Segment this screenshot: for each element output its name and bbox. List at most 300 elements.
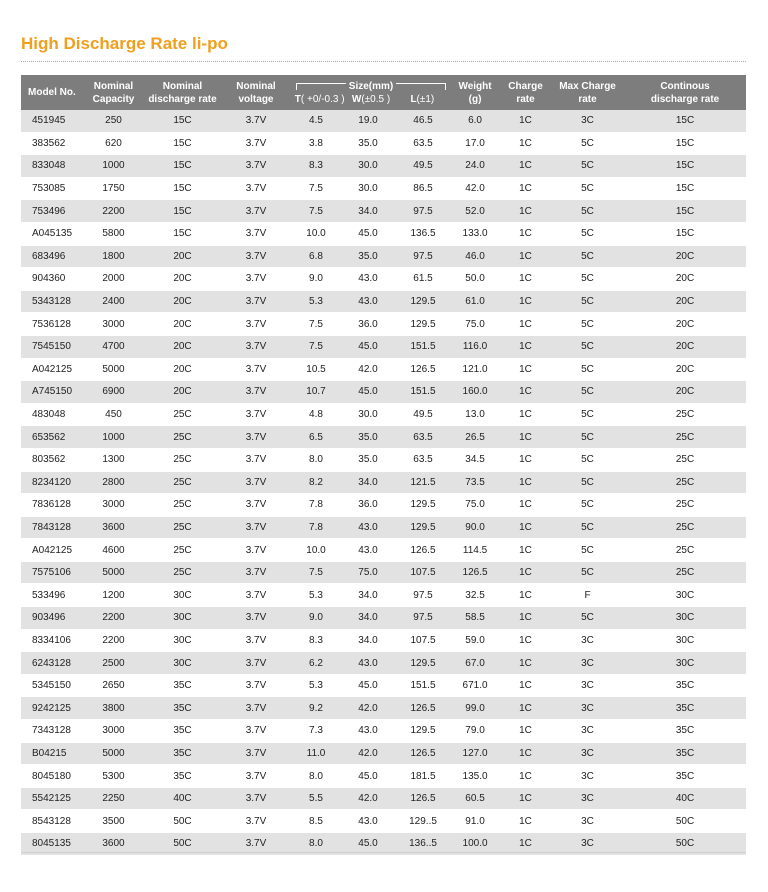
- cell-nominal-capacity: 1000: [82, 426, 145, 449]
- cell-nominal-capacity: 1300: [82, 448, 145, 471]
- table-row: [21, 674, 746, 697]
- cell-charge-rate: 1C: [500, 268, 551, 291]
- cell-weight: 13.0: [450, 403, 500, 426]
- table-row: [21, 268, 746, 291]
- cell-continuous-discharge-rate: 25C: [624, 539, 746, 562]
- cell-nominal-discharge-rate: 30C: [145, 584, 220, 607]
- header-continuous-line2: discharge rate: [650, 93, 720, 105]
- cell-size-t: 8.3: [292, 629, 340, 652]
- cell-charge-rate: 1C: [500, 539, 551, 562]
- cell-charge-rate: 1C: [500, 403, 551, 426]
- cell-max-charge-rate: 5C: [551, 403, 624, 426]
- header-l-tolerance: (±1): [416, 93, 435, 105]
- cell-continuous-discharge-rate: 30C: [624, 652, 746, 675]
- cell-model-no: 753496: [21, 200, 82, 223]
- cell-nominal-discharge-rate: 15C: [145, 222, 220, 245]
- cell-size-w: 75.0: [340, 561, 396, 584]
- cell-nominal-voltage: 3.7V: [220, 381, 292, 404]
- cell-model-no: 833048: [21, 155, 82, 178]
- cell-nominal-capacity: 3000: [82, 494, 145, 517]
- cell-max-charge-rate: 5C: [551, 177, 624, 200]
- cell-nominal-voltage: 3.7V: [220, 403, 292, 426]
- table-row: [21, 584, 746, 607]
- table-row: [21, 448, 746, 471]
- cell-nominal-discharge-rate: 20C: [145, 268, 220, 291]
- cell-size-w: 45.0: [340, 833, 396, 856]
- header-weight-line2: (g): [468, 93, 482, 105]
- cell-max-charge-rate: 5C: [551, 358, 624, 381]
- cell-weight: 24.0: [450, 155, 500, 178]
- cell-nominal-voltage: 3.7V: [220, 222, 292, 245]
- header-nominal-discharge-rate: [145, 75, 220, 110]
- cell-size-w: 42.0: [340, 358, 396, 381]
- cell-size-l: 49.5: [396, 403, 450, 426]
- cell-size-t: 5.3: [292, 584, 340, 607]
- cell-weight: 126.5: [450, 561, 500, 584]
- cell-continuous-discharge-rate: 25C: [624, 403, 746, 426]
- cell-size-l: 151.5: [396, 674, 450, 697]
- cell-size-w: 34.0: [340, 629, 396, 652]
- table-row: [21, 335, 746, 358]
- cell-nominal-discharge-rate: 20C: [145, 335, 220, 358]
- cell-size-t: 7.5: [292, 561, 340, 584]
- cell-weight: 67.0: [450, 652, 500, 675]
- header-size-l: [397, 93, 448, 106]
- cell-nominal-capacity: 2800: [82, 471, 145, 494]
- cell-weight: 6.0: [450, 110, 500, 132]
- cell-max-charge-rate: 5C: [551, 494, 624, 517]
- cell-weight: 133.0: [450, 222, 500, 245]
- cell-size-t: 8.2: [292, 471, 340, 494]
- cell-size-l: 151.5: [396, 381, 450, 404]
- header-max-charge-line2: rate: [578, 93, 597, 105]
- cell-model-no: 683496: [21, 245, 82, 268]
- cell-continuous-discharge-rate: 15C: [624, 132, 746, 155]
- cell-weight: 32.5: [450, 584, 500, 607]
- cell-size-l: 46.5: [396, 110, 450, 132]
- cell-charge-rate: 1C: [500, 177, 551, 200]
- cell-size-l: 129..5: [396, 810, 450, 833]
- cell-nominal-discharge-rate: 15C: [145, 177, 220, 200]
- table-row: [21, 426, 746, 449]
- cell-size-t: 7.5: [292, 177, 340, 200]
- table-row: [21, 765, 746, 788]
- cell-charge-rate: 1C: [500, 584, 551, 607]
- cell-continuous-discharge-rate: 25C: [624, 494, 746, 517]
- cell-max-charge-rate: F: [551, 584, 624, 607]
- cell-nominal-voltage: 3.7V: [220, 155, 292, 178]
- cell-max-charge-rate: 5C: [551, 290, 624, 313]
- cell-nominal-discharge-rate: 50C: [145, 810, 220, 833]
- cell-charge-rate: 1C: [500, 471, 551, 494]
- header-continuous-discharge-rate: [624, 75, 746, 110]
- cell-size-w: 43.0: [340, 720, 396, 743]
- cell-size-t: 7.5: [292, 335, 340, 358]
- header-l-letter: L: [410, 93, 417, 105]
- cell-nominal-capacity: 6900: [82, 381, 145, 404]
- cell-weight: 58.5: [450, 607, 500, 630]
- cell-weight: 100.0: [450, 833, 500, 856]
- cell-charge-rate: 1C: [500, 335, 551, 358]
- cell-size-w: 19.0: [340, 110, 396, 132]
- cell-continuous-discharge-rate: 30C: [624, 629, 746, 652]
- cell-charge-rate: 1C: [500, 720, 551, 743]
- table-row: [21, 222, 746, 245]
- cell-nominal-discharge-rate: 20C: [145, 358, 220, 381]
- cell-weight: 61.0: [450, 290, 500, 313]
- cell-model-no: A042125: [21, 358, 82, 381]
- cell-model-no: 7836128: [21, 494, 82, 517]
- cell-max-charge-rate: 3C: [551, 697, 624, 720]
- cell-nominal-voltage: 3.7V: [220, 177, 292, 200]
- cell-nominal-discharge-rate: 35C: [145, 720, 220, 743]
- cell-nominal-discharge-rate: 25C: [145, 539, 220, 562]
- cell-size-w: 30.0: [340, 155, 396, 178]
- cell-size-t: 7.5: [292, 200, 340, 223]
- header-continuous-line1: Continous: [660, 80, 710, 92]
- cell-size-t: 5.5: [292, 787, 340, 810]
- cell-weight: 91.0: [450, 810, 500, 833]
- cell-size-l: 129.5: [396, 516, 450, 539]
- cell-model-no: 7843128: [21, 516, 82, 539]
- cell-continuous-discharge-rate: 20C: [624, 313, 746, 336]
- cell-charge-rate: 1C: [500, 742, 551, 765]
- cell-size-l: 61.5: [396, 268, 450, 291]
- cell-continuous-discharge-rate: 25C: [624, 426, 746, 449]
- cell-nominal-voltage: 3.7V: [220, 787, 292, 810]
- cell-max-charge-rate: 3C: [551, 110, 624, 132]
- cell-max-charge-rate: 3C: [551, 742, 624, 765]
- cell-max-charge-rate: 5C: [551, 561, 624, 584]
- header-row: [21, 75, 746, 110]
- header-charge-line2: rate: [516, 93, 535, 105]
- table-row: [21, 132, 746, 155]
- cell-size-l: 136..5: [396, 833, 450, 856]
- header-w-tolerance: (±0.5 ): [361, 93, 391, 105]
- cell-size-w: 35.0: [340, 245, 396, 268]
- header-size: Size(mm): [348, 80, 394, 92]
- cell-continuous-discharge-rate: 50C: [624, 833, 746, 856]
- cell-size-w: 35.0: [340, 132, 396, 155]
- header-voltage-line1: Nominal: [236, 80, 276, 92]
- cell-weight: 17.0: [450, 132, 500, 155]
- header-weight-line1: Weight: [458, 80, 492, 92]
- cell-nominal-discharge-rate: 50C: [145, 833, 220, 856]
- header-t-tolerance: ( +0/-0.3 ): [300, 93, 345, 105]
- cell-nominal-capacity: 3800: [82, 697, 145, 720]
- cell-size-t: 7.5: [292, 313, 340, 336]
- cell-size-l: 63.5: [396, 448, 450, 471]
- cell-model-no: 451945: [21, 110, 82, 132]
- table-body: [21, 110, 746, 855]
- cell-nominal-capacity: 3600: [82, 833, 145, 856]
- cell-nominal-voltage: 3.7V: [220, 200, 292, 223]
- cell-size-l: 129.5: [396, 652, 450, 675]
- cell-size-w: 34.0: [340, 607, 396, 630]
- cell-nominal-capacity: 2200: [82, 607, 145, 630]
- size-bracket-right: [396, 83, 446, 90]
- cell-size-w: 34.0: [340, 200, 396, 223]
- cell-nominal-capacity: 4700: [82, 335, 145, 358]
- header-w-letter: W: [351, 93, 362, 105]
- cell-nominal-voltage: 3.7V: [220, 245, 292, 268]
- cell-continuous-discharge-rate: 20C: [624, 245, 746, 268]
- cell-size-w: 43.0: [340, 268, 396, 291]
- table-row: [21, 313, 746, 336]
- cell-nominal-voltage: 3.7V: [220, 335, 292, 358]
- cell-nominal-discharge-rate: 35C: [145, 765, 220, 788]
- header-voltage-line2: voltage: [238, 93, 274, 105]
- header-capacity-line2: Capacity: [92, 93, 135, 105]
- cell-nominal-voltage: 3.7V: [220, 607, 292, 630]
- cell-nominal-voltage: 3.7V: [220, 471, 292, 494]
- cell-continuous-discharge-rate: 40C: [624, 787, 746, 810]
- header-weight: [450, 75, 500, 110]
- cell-size-t: 7.8: [292, 516, 340, 539]
- battery-spec-table: [21, 75, 746, 856]
- cell-nominal-discharge-rate: 25C: [145, 471, 220, 494]
- header-t-letter: T: [294, 93, 301, 105]
- cell-nominal-capacity: 450: [82, 403, 145, 426]
- cell-max-charge-rate: 5C: [551, 335, 624, 358]
- cell-nominal-capacity: 1000: [82, 155, 145, 178]
- cell-size-t: 4.8: [292, 403, 340, 426]
- cell-nominal-voltage: 3.7V: [220, 561, 292, 584]
- cell-nominal-capacity: 2200: [82, 629, 145, 652]
- cell-nominal-voltage: 3.7V: [220, 674, 292, 697]
- cell-continuous-discharge-rate: 50C: [624, 810, 746, 833]
- header-size-t: [294, 93, 345, 106]
- cell-model-no: 7343128: [21, 720, 82, 743]
- table-row: [21, 155, 746, 178]
- cell-model-no: 9242125: [21, 697, 82, 720]
- cell-size-w: 42.0: [340, 787, 396, 810]
- header-max-charge-line1: Max Charge: [559, 80, 616, 92]
- cell-charge-rate: 1C: [500, 810, 551, 833]
- cell-nominal-capacity: 5300: [82, 765, 145, 788]
- cell-nominal-discharge-rate: 40C: [145, 787, 220, 810]
- cell-model-no: 6243128: [21, 652, 82, 675]
- cell-max-charge-rate: 3C: [551, 652, 624, 675]
- cell-size-w: 36.0: [340, 313, 396, 336]
- cell-model-no: 8334106: [21, 629, 82, 652]
- cell-nominal-voltage: 3.7V: [220, 268, 292, 291]
- cell-size-l: 129.5: [396, 720, 450, 743]
- cell-weight: 79.0: [450, 720, 500, 743]
- cell-size-l: 126.5: [396, 697, 450, 720]
- size-bracket-left: [296, 83, 346, 90]
- cell-continuous-discharge-rate: 15C: [624, 155, 746, 178]
- cell-size-w: 35.0: [340, 426, 396, 449]
- cell-nominal-voltage: 3.7V: [220, 448, 292, 471]
- cell-continuous-discharge-rate: 25C: [624, 561, 746, 584]
- cell-nominal-voltage: 3.7V: [220, 313, 292, 336]
- header-discharge-line1: Nominal: [162, 80, 203, 92]
- cell-model-no: 7545150: [21, 335, 82, 358]
- cell-charge-rate: 1C: [500, 426, 551, 449]
- header-nominal-capacity: [82, 75, 145, 110]
- cell-size-t: 9.2: [292, 697, 340, 720]
- table-row: [21, 697, 746, 720]
- cell-nominal-voltage: 3.7V: [220, 358, 292, 381]
- cell-size-w: 34.0: [340, 471, 396, 494]
- cell-max-charge-rate: 3C: [551, 674, 624, 697]
- cell-nominal-discharge-rate: 25C: [145, 426, 220, 449]
- cell-charge-rate: 1C: [500, 245, 551, 268]
- cell-max-charge-rate: 5C: [551, 313, 624, 336]
- cell-max-charge-rate: 5C: [551, 132, 624, 155]
- cell-charge-rate: 1C: [500, 652, 551, 675]
- cell-size-t: 10.0: [292, 222, 340, 245]
- cell-weight: 34.5: [450, 448, 500, 471]
- cell-model-no: 803562: [21, 448, 82, 471]
- cell-max-charge-rate: 5C: [551, 516, 624, 539]
- cell-charge-rate: 1C: [500, 290, 551, 313]
- cell-size-t: 6.5: [292, 426, 340, 449]
- cell-size-t: 8.0: [292, 833, 340, 856]
- cell-size-t: 4.5: [292, 110, 340, 132]
- cell-continuous-discharge-rate: 15C: [624, 222, 746, 245]
- table-row: [21, 471, 746, 494]
- cell-max-charge-rate: 3C: [551, 833, 624, 856]
- cell-charge-rate: 1C: [500, 313, 551, 336]
- cell-nominal-discharge-rate: 20C: [145, 290, 220, 313]
- cell-nominal-capacity: 3500: [82, 810, 145, 833]
- cell-size-l: 86.5: [396, 177, 450, 200]
- cell-size-l: 97.5: [396, 200, 450, 223]
- header-size-w: [345, 93, 396, 106]
- cell-size-l: 107.5: [396, 561, 450, 584]
- cell-size-w: 30.0: [340, 177, 396, 200]
- cell-model-no: A745150: [21, 381, 82, 404]
- cell-model-no: 5345150: [21, 674, 82, 697]
- table-row: [21, 629, 746, 652]
- cell-continuous-discharge-rate: 20C: [624, 268, 746, 291]
- cell-max-charge-rate: 5C: [551, 222, 624, 245]
- cell-size-t: 6.2: [292, 652, 340, 675]
- cell-size-t: 8.3: [292, 155, 340, 178]
- cell-weight: 75.0: [450, 494, 500, 517]
- cell-nominal-capacity: 3000: [82, 313, 145, 336]
- cell-nominal-capacity: 1750: [82, 177, 145, 200]
- cell-max-charge-rate: 3C: [551, 810, 624, 833]
- cell-size-l: 136.5: [396, 222, 450, 245]
- cell-nominal-capacity: 5000: [82, 742, 145, 765]
- cell-nominal-voltage: 3.7V: [220, 652, 292, 675]
- cell-size-l: 97.5: [396, 584, 450, 607]
- cell-model-no: 8045180: [21, 765, 82, 788]
- cell-model-no: 8045135: [21, 833, 82, 856]
- cell-size-l: 63.5: [396, 132, 450, 155]
- cell-continuous-discharge-rate: 20C: [624, 335, 746, 358]
- table-bottom-rule: [21, 852, 746, 853]
- cell-nominal-capacity: 2200: [82, 200, 145, 223]
- table-row: [21, 516, 746, 539]
- cell-max-charge-rate: 5C: [551, 200, 624, 223]
- cell-size-t: 5.3: [292, 290, 340, 313]
- cell-continuous-discharge-rate: 30C: [624, 607, 746, 630]
- cell-model-no: 383562: [21, 132, 82, 155]
- cell-weight: 671.0: [450, 674, 500, 697]
- cell-charge-rate: 1C: [500, 787, 551, 810]
- cell-continuous-discharge-rate: 15C: [624, 177, 746, 200]
- cell-model-no: B04215: [21, 742, 82, 765]
- cell-size-w: 34.0: [340, 584, 396, 607]
- cell-max-charge-rate: 5C: [551, 426, 624, 449]
- cell-model-no: 5542125: [21, 787, 82, 810]
- cell-nominal-capacity: 2500: [82, 652, 145, 675]
- cell-charge-rate: 1C: [500, 381, 551, 404]
- cell-model-no: 8543128: [21, 810, 82, 833]
- cell-nominal-discharge-rate: 25C: [145, 448, 220, 471]
- header-max-charge-rate: [551, 75, 624, 110]
- table-row: [21, 245, 746, 268]
- cell-max-charge-rate: 3C: [551, 787, 624, 810]
- header-charge-rate: [500, 75, 551, 110]
- cell-nominal-capacity: 4600: [82, 539, 145, 562]
- cell-nominal-capacity: 2400: [82, 290, 145, 313]
- cell-nominal-discharge-rate: 20C: [145, 381, 220, 404]
- cell-weight: 127.0: [450, 742, 500, 765]
- cell-nominal-capacity: 3000: [82, 720, 145, 743]
- cell-continuous-discharge-rate: 25C: [624, 471, 746, 494]
- cell-nominal-voltage: 3.7V: [220, 539, 292, 562]
- cell-continuous-discharge-rate: 20C: [624, 358, 746, 381]
- cell-max-charge-rate: 3C: [551, 765, 624, 788]
- cell-nominal-discharge-rate: 25C: [145, 516, 220, 539]
- cell-size-t: 5.3: [292, 674, 340, 697]
- cell-size-w: 45.0: [340, 765, 396, 788]
- cell-size-t: 7.3: [292, 720, 340, 743]
- cell-max-charge-rate: 3C: [551, 720, 624, 743]
- cell-size-w: 45.0: [340, 674, 396, 697]
- cell-weight: 52.0: [450, 200, 500, 223]
- header-nominal-voltage: [220, 75, 292, 110]
- cell-continuous-discharge-rate: 35C: [624, 697, 746, 720]
- header-discharge-line2: discharge rate: [148, 93, 217, 105]
- cell-size-w: 35.0: [340, 448, 396, 471]
- cell-nominal-discharge-rate: 25C: [145, 403, 220, 426]
- cell-size-w: 36.0: [340, 494, 396, 517]
- cell-size-l: 126.5: [396, 539, 450, 562]
- cell-nominal-voltage: 3.7V: [220, 810, 292, 833]
- cell-nominal-voltage: 3.7V: [220, 765, 292, 788]
- cell-weight: 59.0: [450, 629, 500, 652]
- cell-max-charge-rate: 5C: [551, 245, 624, 268]
- cell-max-charge-rate: 5C: [551, 381, 624, 404]
- cell-nominal-capacity: 1200: [82, 584, 145, 607]
- cell-size-l: 121.5: [396, 471, 450, 494]
- cell-size-l: 181.5: [396, 765, 450, 788]
- header-model-no: Model No.: [21, 75, 82, 110]
- cell-weight: 116.0: [450, 335, 500, 358]
- cell-max-charge-rate: 5C: [551, 155, 624, 178]
- cell-charge-rate: 1C: [500, 132, 551, 155]
- cell-size-l: 97.5: [396, 245, 450, 268]
- cell-size-t: 8.5: [292, 810, 340, 833]
- title-divider: [21, 61, 746, 62]
- cell-size-t: 11.0: [292, 742, 340, 765]
- cell-charge-rate: 1C: [500, 155, 551, 178]
- table-row: [21, 403, 746, 426]
- cell-continuous-discharge-rate: 35C: [624, 720, 746, 743]
- cell-size-l: 129.5: [396, 290, 450, 313]
- cell-weight: 99.0: [450, 697, 500, 720]
- cell-model-no: 7536128: [21, 313, 82, 336]
- table-row: [21, 539, 746, 562]
- table-row: [21, 381, 746, 404]
- cell-weight: 135.0: [450, 765, 500, 788]
